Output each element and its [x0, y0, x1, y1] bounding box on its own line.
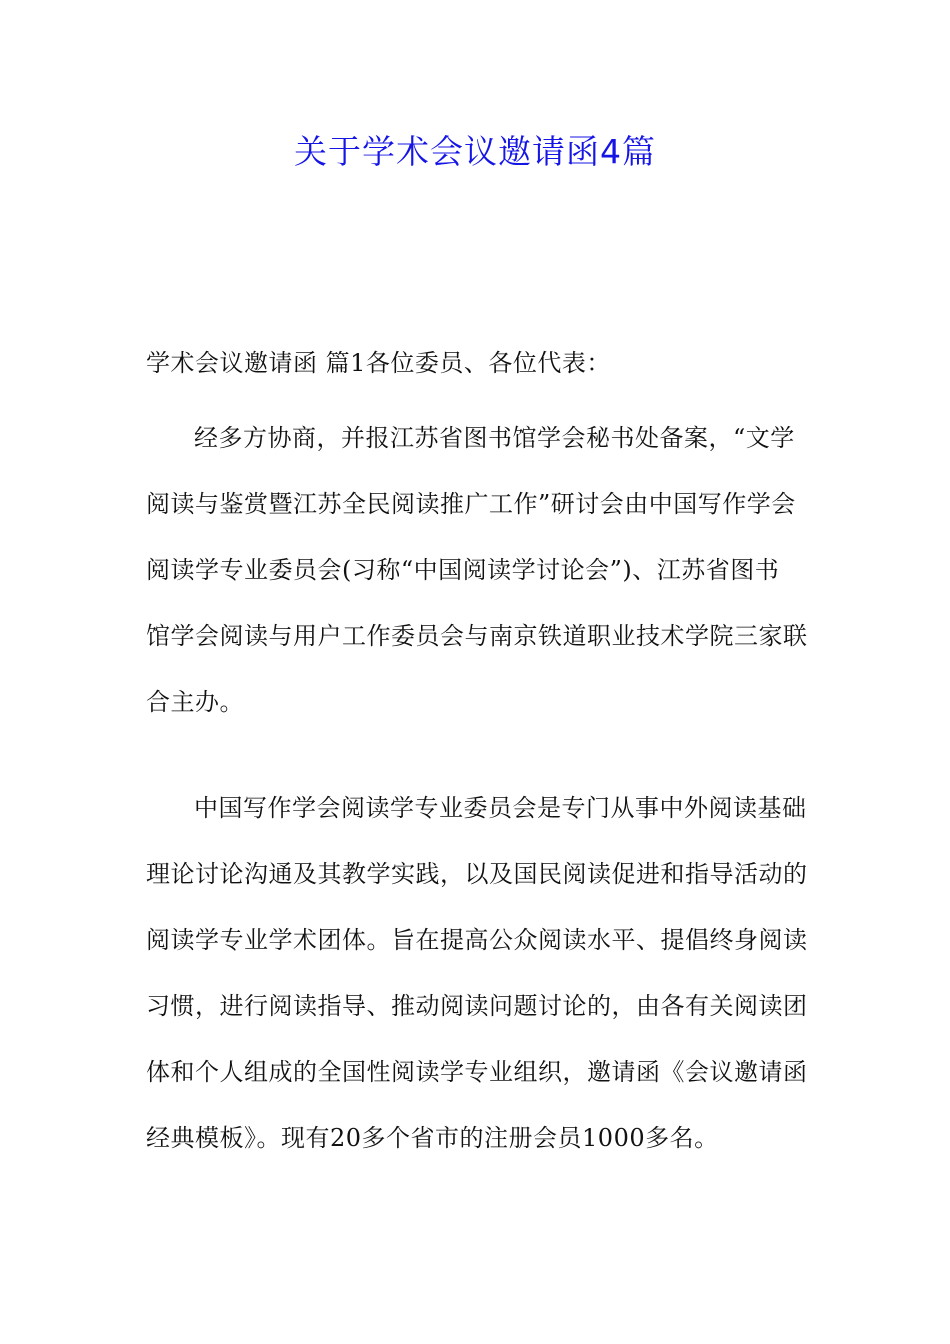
paragraph-line: 体和个人组成的全国性阅读学专业组织，邀请函《会议邀请函 — [146, 1058, 808, 1086]
document-body — [146, 330, 806, 396]
paragraph-line: 习惯，进行阅读指导、推动阅读问题讨论的，由各有关阅读团 — [146, 992, 808, 1020]
document-title: 关于学术会议邀请函4篇 — [294, 132, 656, 171]
heading-line: 学术会议邀请函 篇1各位委员、各位代表： — [146, 349, 611, 377]
paragraph-line: 中国写作学会阅读学专业委员会是专门从事中外阅读基础 — [194, 794, 807, 822]
paragraph-line: 经多方协商，并报江苏省图书馆学会秘书处备案，“文学 — [194, 424, 795, 452]
paragraph-line: 馆学会阅读与用户工作委员会与南京铁道职业技术学院三家联 — [146, 622, 808, 650]
paragraph-line: 经典模板》。现有20多个省市的注册会员1000多名。 — [146, 1124, 719, 1152]
paragraph-line: 阅读学专业学术团体。旨在提高公众阅读水平、提倡终身阅读 — [146, 926, 808, 954]
paragraph-line: 合主办。 — [146, 688, 244, 716]
paragraph-1 — [146, 405, 806, 735]
paragraph-line: 阅读学专业委员会(习称“中国阅读学讨论会”)、江苏省图书 — [146, 556, 780, 584]
paragraph-2 — [146, 775, 806, 1171]
paragraph-line: 阅读与鉴赏暨江苏全民阅读推广工作”研讨会由中国写作学会 — [146, 490, 796, 518]
paragraph-line: 理论讨论沟通及其教学实践，以及国民阅读促进和指导活动的 — [146, 860, 808, 888]
